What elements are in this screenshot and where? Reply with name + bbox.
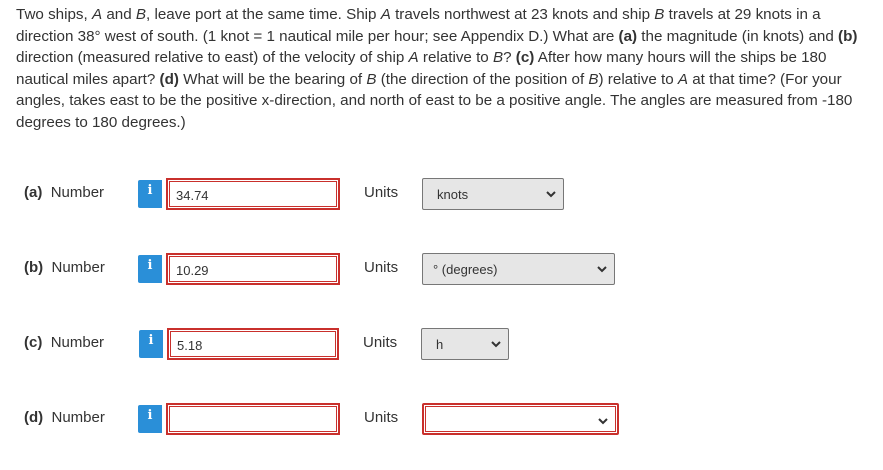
part-b-label <box>24 259 105 276</box>
units-label: Units <box>364 184 399 201</box>
ship-a-label: A <box>408 49 419 66</box>
ship-b-label: B <box>588 70 599 88</box>
answer-c-value[interactable]: 5.18 <box>170 331 336 357</box>
part-a-label <box>24 184 104 201</box>
question-text-segment: the magnitude (in knots) and <box>637 27 839 45</box>
question-text-segment: , leave port at the same time. Ship <box>146 6 381 23</box>
part-d-label <box>24 409 105 426</box>
answer-d-units-value <box>425 406 616 432</box>
part-c-marker: (c) <box>24 334 43 351</box>
answer-d-number-input[interactable] <box>166 403 340 435</box>
ship-b-label: B <box>366 70 377 88</box>
number-label: Number <box>51 259 105 276</box>
part-b-marker: (b) <box>838 27 858 45</box>
chevron-down-icon <box>490 338 502 350</box>
info-icon[interactable]: i <box>139 330 163 358</box>
ship-b-label: B <box>654 6 665 23</box>
question-text-segment: at that time? (For your angles, takes east to be the positive x-direction, and north of east to be a positive angle. The angles are measured from -180 degrees to 180 degrees.) <box>16 70 853 131</box>
ship-b-label: B <box>135 6 147 23</box>
units-label: Units <box>364 259 399 276</box>
answer-a-value[interactable]: 34.74 <box>169 181 337 207</box>
answer-row-a <box>0 178 883 210</box>
question-text-segment: ? <box>503 49 516 66</box>
answer-row-c <box>0 328 883 360</box>
question-text-segment: ) relative to <box>598 70 678 88</box>
question-text-segment: Two ships, <box>16 6 92 23</box>
question-text-segment: direction (measured relative to east) of the velocity of ship <box>16 49 409 66</box>
answer-b-units-value: ° (degrees) <box>433 262 498 277</box>
question-text-segment: relative to <box>418 49 493 66</box>
ship-a-label: A <box>677 70 689 88</box>
chevron-down-icon <box>545 188 557 200</box>
answer-b-units-select[interactable] <box>422 253 615 285</box>
question-text-segment: (the direction of the position of <box>376 70 589 88</box>
chevron-down-icon <box>597 415 609 427</box>
ship-a-label: A <box>91 6 103 23</box>
answer-c-units-select[interactable] <box>421 328 509 360</box>
question-text-segment: travels at 29 knots in a direction 38° west of south. (1 knot = 1 nautical mile per hour; see Appendix D.) What are <box>16 6 821 45</box>
part-b-marker: (b) <box>24 259 44 276</box>
question-text-segment: travels northwest at 23 knots and ship <box>390 6 655 23</box>
units-label: Units <box>363 334 398 351</box>
answer-a-number-input[interactable] <box>166 178 340 210</box>
answer-b-value[interactable]: 10.29 <box>169 256 337 282</box>
answer-row-d <box>0 403 883 435</box>
question-text-segment: and <box>102 6 136 23</box>
part-a-marker: (a) <box>24 184 43 201</box>
answer-a-units-value: knots <box>437 187 469 202</box>
info-icon[interactable]: i <box>138 180 162 208</box>
question-text-segment: After how many hours will the ships be 180 nautical miles apart? <box>16 49 827 88</box>
number-label: Number <box>51 409 105 426</box>
info-icon[interactable]: i <box>138 405 162 433</box>
answer-d-units-select[interactable] <box>422 403 619 435</box>
answer-d-value[interactable] <box>169 406 337 432</box>
number-label: Number <box>50 184 105 201</box>
part-d-marker: (d) <box>159 70 179 88</box>
answer-a-units-select[interactable] <box>422 178 564 210</box>
info-icon[interactable]: i <box>138 255 162 283</box>
question-text-segment: What will be the bearing of <box>178 70 367 88</box>
part-c-marker: (c) <box>515 49 535 66</box>
part-d-marker: (d) <box>24 409 44 426</box>
ship-a-label: A <box>380 6 391 23</box>
number-label: Number <box>50 334 105 351</box>
chevron-down-icon <box>596 263 608 275</box>
answer-c-units-value: h <box>436 337 444 352</box>
answer-b-number-input[interactable] <box>166 253 340 285</box>
ship-b-label: B <box>492 49 504 66</box>
part-a-marker: (a) <box>618 27 638 45</box>
question-text <box>16 4 876 133</box>
part-c-label <box>24 334 104 351</box>
answer-c-number-input[interactable] <box>167 328 339 360</box>
units-label: Units <box>364 409 399 426</box>
answer-row-b <box>0 253 883 285</box>
